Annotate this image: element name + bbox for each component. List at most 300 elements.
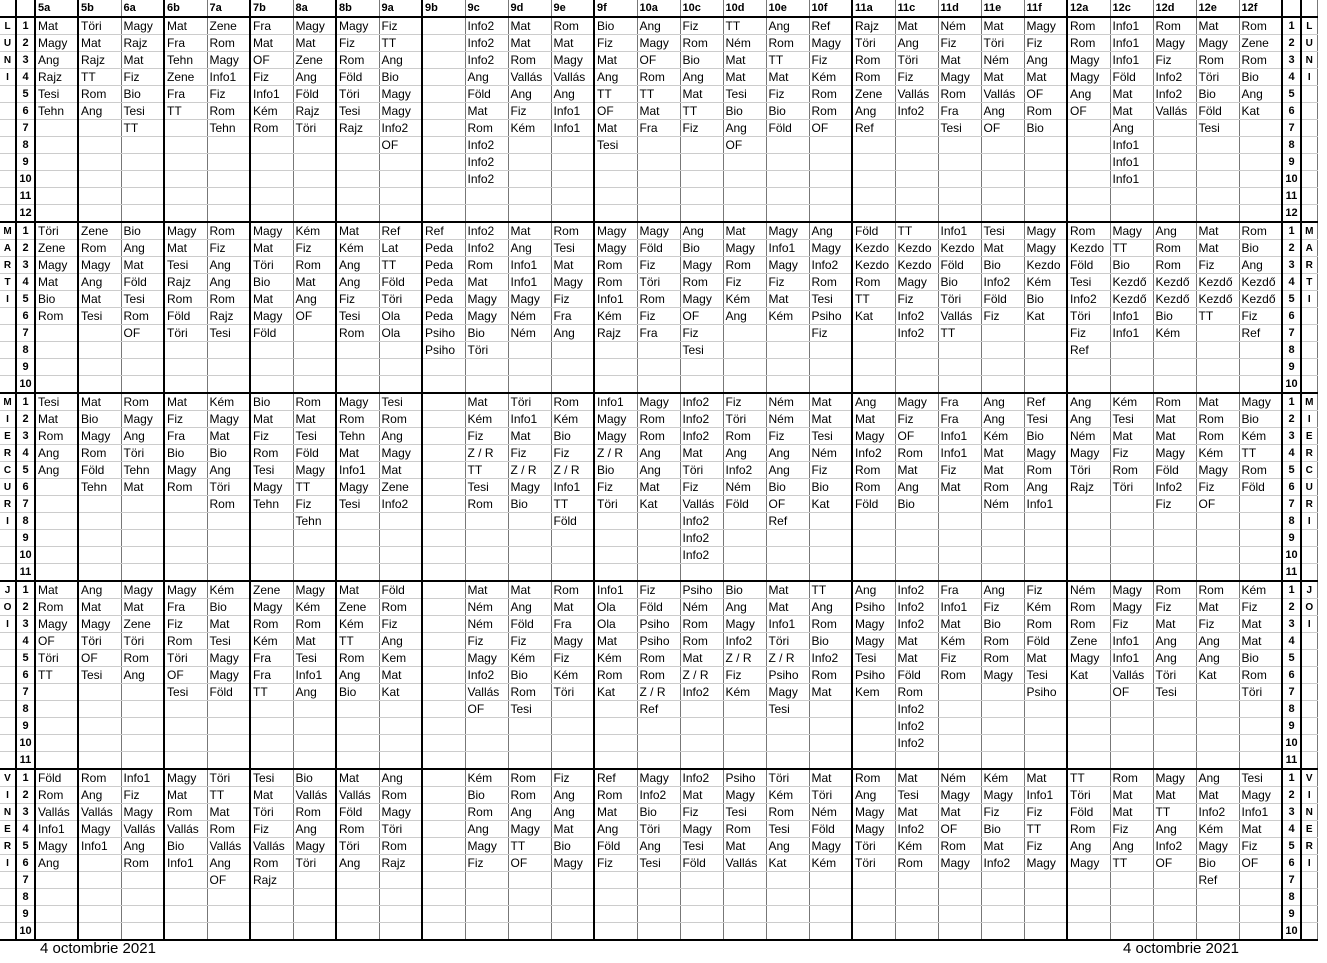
period-number: 3 [1282,428,1301,445]
lesson-cell: Ang [852,393,895,411]
lesson-cell: Vallás [680,496,723,513]
lesson-cell: OF [1239,855,1282,872]
period-number: 8 [16,137,35,154]
lesson-cell [379,701,422,718]
lesson-cell [465,513,508,530]
lesson-cell [78,359,121,376]
lesson-cell: Rajz [250,872,293,889]
lesson-cell [250,171,293,188]
lesson-cell: Magy [336,479,379,496]
lesson-cell: Mat [250,291,293,308]
lesson-cell [723,547,766,564]
lesson-cell: Ang [637,17,680,35]
lesson-cell [723,701,766,718]
lesson-cell [250,906,293,923]
lesson-cell [852,530,895,547]
lesson-cell: Rom [336,821,379,838]
lesson-cell: Bio [981,257,1024,274]
lesson-cell: Ném [1067,581,1110,599]
lesson-cell [1153,906,1196,923]
lesson-cell: Ném [938,769,981,787]
lesson-cell: Zene [250,581,293,599]
day-letter [1301,325,1317,342]
lesson-cell: Magy [895,274,938,291]
period-number: 10 [16,923,35,941]
lesson-cell: Mat [336,769,379,787]
lesson-cell [852,718,895,735]
lesson-cell [379,205,422,223]
lesson-cell [1067,889,1110,906]
day-letter: I [1301,616,1317,633]
period-number: 9 [1282,530,1301,547]
lesson-cell: Mat [465,581,508,599]
lesson-cell: Mat [981,69,1024,86]
lesson-cell [379,923,422,941]
lesson-cell: Z / R [594,445,637,462]
period-row [0,735,1317,752]
lesson-cell: Fra [938,103,981,120]
lesson-cell [680,872,723,889]
lesson-cell: Magy [809,838,852,855]
lesson-cell: Bio [723,103,766,120]
lesson-cell: Kat [1239,103,1282,120]
lesson-cell: Rom [852,52,895,69]
lesson-cell [766,735,809,752]
lesson-cell [895,154,938,171]
lesson-cell: Föld [379,274,422,291]
lesson-cell [78,701,121,718]
lesson-cell: Rom [250,445,293,462]
period-number: 3 [1282,52,1301,69]
lesson-cell: Vallás [895,86,938,103]
lesson-cell: Mat [207,804,250,821]
lesson-cell [594,735,637,752]
day-letter: I [0,855,16,872]
lesson-cell: Info2 [680,513,723,530]
lesson-cell: Bio [465,325,508,342]
lesson-cell [1110,718,1153,735]
lesson-cell: Ném [465,616,508,633]
lesson-cell [1024,205,1067,223]
day-letter: R [0,445,16,462]
lesson-cell: Magy [1024,240,1067,257]
period-number: 10 [1282,735,1301,752]
day-letter: C [1301,462,1317,479]
lesson-cell: Magy [1110,222,1153,240]
lesson-cell: Fiz [766,274,809,291]
lesson-cell [852,906,895,923]
lesson-cell: Rom [293,804,336,821]
day-letter: E [0,821,16,838]
lesson-cell [78,496,121,513]
lesson-cell: Töri [895,52,938,69]
lesson-cell [422,769,465,787]
lesson-cell: Föld [293,445,336,462]
lesson-cell [680,701,723,718]
lesson-cell [938,701,981,718]
day-letter: R [1301,445,1317,462]
lesson-cell [895,889,938,906]
lesson-cell: Kém [293,222,336,240]
lesson-cell: Zene [852,86,895,103]
class-header: 6a [121,0,164,17]
day-letter [0,923,16,941]
lesson-cell [1110,872,1153,889]
lesson-cell [551,376,594,394]
lesson-cell [1110,547,1153,564]
lesson-cell: Mat [164,17,207,35]
lesson-cell: Ang [1153,222,1196,240]
lesson-cell [35,479,78,496]
lesson-cell: Fra [637,120,680,137]
lesson-cell: Rom [1067,821,1110,838]
lesson-cell: Rom [551,393,594,411]
lesson-cell: Föld [293,86,336,103]
lesson-cell: OF [379,137,422,154]
lesson-cell: Mat [981,462,1024,479]
lesson-cell: Bio [1239,240,1282,257]
lesson-cell [207,906,250,923]
lesson-cell: Magy [164,769,207,787]
lesson-cell [465,889,508,906]
lesson-cell [723,906,766,923]
lesson-cell: Tesi [293,428,336,445]
lesson-cell [422,359,465,376]
lesson-cell: Ang [723,445,766,462]
lesson-cell [766,906,809,923]
day-letter: C [0,462,16,479]
lesson-cell: Magy [78,821,121,838]
lesson-cell: Info1 [938,222,981,240]
lesson-cell: OF [981,120,1024,137]
lesson-cell: Ang [637,838,680,855]
lesson-cell: Mat [1153,616,1196,633]
lesson-cell: OF [637,52,680,69]
lesson-cell: Ang [637,445,680,462]
lesson-cell: Rom [895,855,938,872]
lesson-cell: Mat [895,17,938,35]
lesson-cell [1024,154,1067,171]
lesson-cell: Bio [680,52,723,69]
lesson-cell [766,171,809,188]
lesson-cell: Mat [551,821,594,838]
lesson-cell: Rom [35,308,78,325]
day-letter [0,154,16,171]
lesson-cell: Mat [336,222,379,240]
lesson-cell: Magy [465,650,508,667]
day-letter [1301,889,1317,906]
lesson-cell [293,342,336,359]
lesson-cell: Mat [895,650,938,667]
lesson-cell [164,889,207,906]
lesson-cell: Mat [938,479,981,496]
lesson-cell: Ang [594,69,637,86]
lesson-cell [250,701,293,718]
lesson-cell [981,752,1024,770]
lesson-cell: Fiz [1153,599,1196,616]
lesson-cell: Rom [1196,411,1239,428]
footer-date-left: 4 octombrie 2021 [40,940,156,957]
day-letter [0,103,16,120]
lesson-cell: Vallás [121,821,164,838]
lesson-cell: Rom [637,411,680,428]
corner-cell [0,0,16,17]
lesson-cell [895,564,938,582]
lesson-cell [207,718,250,735]
lesson-cell: Töri [594,496,637,513]
lesson-cell: Töri [35,650,78,667]
lesson-cell: Ang [723,599,766,616]
lesson-cell [422,462,465,479]
lesson-cell: Ref [379,222,422,240]
lesson-cell [121,701,164,718]
day-letter: I [1301,291,1317,308]
lesson-cell [35,923,78,941]
lesson-cell: Peda [422,308,465,325]
lesson-cell: Tesi [680,838,723,855]
lesson-cell: Mat [121,52,164,69]
lesson-cell: Magy [680,257,723,274]
lesson-cell [1153,359,1196,376]
lesson-cell: Rajz [336,120,379,137]
lesson-cell: Ang [766,17,809,35]
lesson-cell [508,923,551,941]
lesson-cell [766,752,809,770]
lesson-cell: Info2 [895,718,938,735]
lesson-cell: Rom [981,650,1024,667]
lesson-cell: Töri [164,325,207,342]
lesson-cell: Töri [766,633,809,650]
lesson-cell [250,205,293,223]
class-header: 9f [594,0,637,17]
lesson-cell: Peda [422,257,465,274]
lesson-cell: Föld [723,496,766,513]
lesson-cell [723,359,766,376]
lesson-cell: Magy [379,804,422,821]
lesson-cell: Psiho [637,633,680,650]
lesson-cell: Mat [1239,616,1282,633]
lesson-cell: Mat [1196,222,1239,240]
lesson-cell: Magy [379,86,422,103]
lesson-cell [35,496,78,513]
lesson-cell: Mat [766,291,809,308]
lesson-cell [1067,923,1110,941]
period-number: 11 [16,752,35,770]
lesson-cell: OF [895,428,938,445]
lesson-cell [422,35,465,52]
lesson-cell: Ang [723,308,766,325]
lesson-cell: Fiz [680,325,723,342]
lesson-cell [551,137,594,154]
lesson-cell [809,923,852,941]
lesson-cell: Ang [809,222,852,240]
lesson-cell [422,513,465,530]
lesson-cell: Tesi [121,291,164,308]
lesson-cell [121,872,164,889]
lesson-cell: Fiz [594,35,637,52]
lesson-cell [1153,872,1196,889]
lesson-cell: Tesi [164,684,207,701]
day-letter [1301,120,1317,137]
lesson-cell: Rajz [164,274,207,291]
period-number: 11 [1282,752,1301,770]
lesson-cell: Töri [207,769,250,787]
lesson-cell: OF [121,325,164,342]
lesson-cell [551,547,594,564]
lesson-cell [938,872,981,889]
period-number: 11 [16,564,35,582]
lesson-cell: Bio [250,393,293,411]
lesson-cell: Tesi [680,342,723,359]
lesson-cell [336,564,379,582]
lesson-cell: Magy [121,411,164,428]
lesson-cell: OF [207,872,250,889]
lesson-cell [1239,120,1282,137]
lesson-cell: Kezdő [1153,274,1196,291]
lesson-cell: Info1 [766,616,809,633]
lesson-cell: Rom [121,393,164,411]
lesson-cell: Psiho [422,342,465,359]
day-letter: O [1301,599,1317,616]
lesson-cell: Magy [1239,393,1282,411]
lesson-cell: Magy [1067,69,1110,86]
lesson-cell: Tehn [336,428,379,445]
lesson-cell: Vallás [250,838,293,855]
lesson-cell: Fiz [1196,616,1239,633]
lesson-cell [852,137,895,154]
lesson-cell: Bio [1024,428,1067,445]
lesson-cell [938,735,981,752]
day-letter: I [0,787,16,804]
lesson-cell: Info2 [465,154,508,171]
day-letter [0,325,16,342]
lesson-cell: Bio [207,445,250,462]
lesson-cell [723,376,766,394]
lesson-cell [938,188,981,205]
lesson-cell: TT [121,120,164,137]
period-number: 6 [1282,308,1301,325]
class-header: 12e [1196,0,1239,17]
lesson-cell [508,171,551,188]
lesson-cell: Magy [938,69,981,86]
period-number: 9 [1282,718,1301,735]
period-number: 10 [16,376,35,394]
lesson-cell [981,530,1024,547]
lesson-cell: OF [680,308,723,325]
day-letter: N [1301,52,1317,69]
lesson-cell: Info2 [379,120,422,137]
lesson-cell: Föld [465,86,508,103]
lesson-cell: Rom [981,633,1024,650]
lesson-cell [981,735,1024,752]
lesson-cell [895,137,938,154]
lesson-cell [336,359,379,376]
lesson-cell: Magy [637,222,680,240]
lesson-cell: Kém [723,684,766,701]
lesson-cell [766,376,809,394]
lesson-cell: Vallás [293,787,336,804]
lesson-cell [207,752,250,770]
period-number: 11 [1282,188,1301,205]
lesson-cell [594,530,637,547]
day-letter [0,889,16,906]
lesson-cell [1196,735,1239,752]
lesson-cell [207,513,250,530]
class-header: 11f [1024,0,1067,17]
lesson-cell: Ang [1067,411,1110,428]
lesson-cell [422,581,465,599]
lesson-cell [164,752,207,770]
class-header: 9d [508,0,551,17]
day-letter [1301,923,1317,941]
lesson-cell: Bio [1196,855,1239,872]
lesson-cell [422,428,465,445]
period-row [0,889,1317,906]
lesson-cell [78,564,121,582]
lesson-cell: Psiho [422,325,465,342]
lesson-cell [379,376,422,394]
lesson-cell: Rom [207,496,250,513]
lesson-cell: Rom [1153,581,1196,599]
lesson-cell: TT [379,35,422,52]
lesson-cell: Tesi [379,393,422,411]
day-letter [0,205,16,223]
period-number: 1 [1282,769,1301,787]
lesson-cell: Info2 [465,240,508,257]
day-letter: L [1301,17,1317,35]
lesson-cell [1024,752,1067,770]
day-letter: E [1301,428,1317,445]
lesson-cell: Rom [637,69,680,86]
lesson-cell: Rom [1067,35,1110,52]
lesson-cell [895,923,938,941]
lesson-cell: Fra [164,428,207,445]
lesson-cell [422,855,465,872]
lesson-cell [121,342,164,359]
lesson-cell: Magy [594,240,637,257]
lesson-cell: Bio [78,411,121,428]
lesson-cell [637,718,680,735]
lesson-cell: Fiz [121,69,164,86]
lesson-cell: Info1 [508,274,551,291]
lesson-cell: Tesi [35,393,78,411]
lesson-cell [981,872,1024,889]
lesson-cell [680,735,723,752]
lesson-cell: Rom [207,222,250,240]
lesson-cell: Info1 [336,462,379,479]
lesson-cell [35,359,78,376]
lesson-cell: Föld [809,821,852,838]
lesson-cell: Mat [465,274,508,291]
period-number: 5 [1282,838,1301,855]
lesson-cell: Föld [35,769,78,787]
lesson-cell: Info1 [938,599,981,616]
lesson-cell [766,154,809,171]
lesson-cell [1153,923,1196,941]
day-letter: R [1301,257,1317,274]
lesson-cell: Rom [78,86,121,103]
period-number: 9 [16,359,35,376]
lesson-cell: Fiz [723,667,766,684]
period-number: 4 [1282,274,1301,291]
lesson-cell [336,205,379,223]
lesson-cell [422,120,465,137]
class-header: 7b [250,0,293,17]
lesson-cell: Ném [809,445,852,462]
lesson-cell [981,188,1024,205]
period-row [0,462,1317,479]
lesson-cell: Fiz [637,257,680,274]
